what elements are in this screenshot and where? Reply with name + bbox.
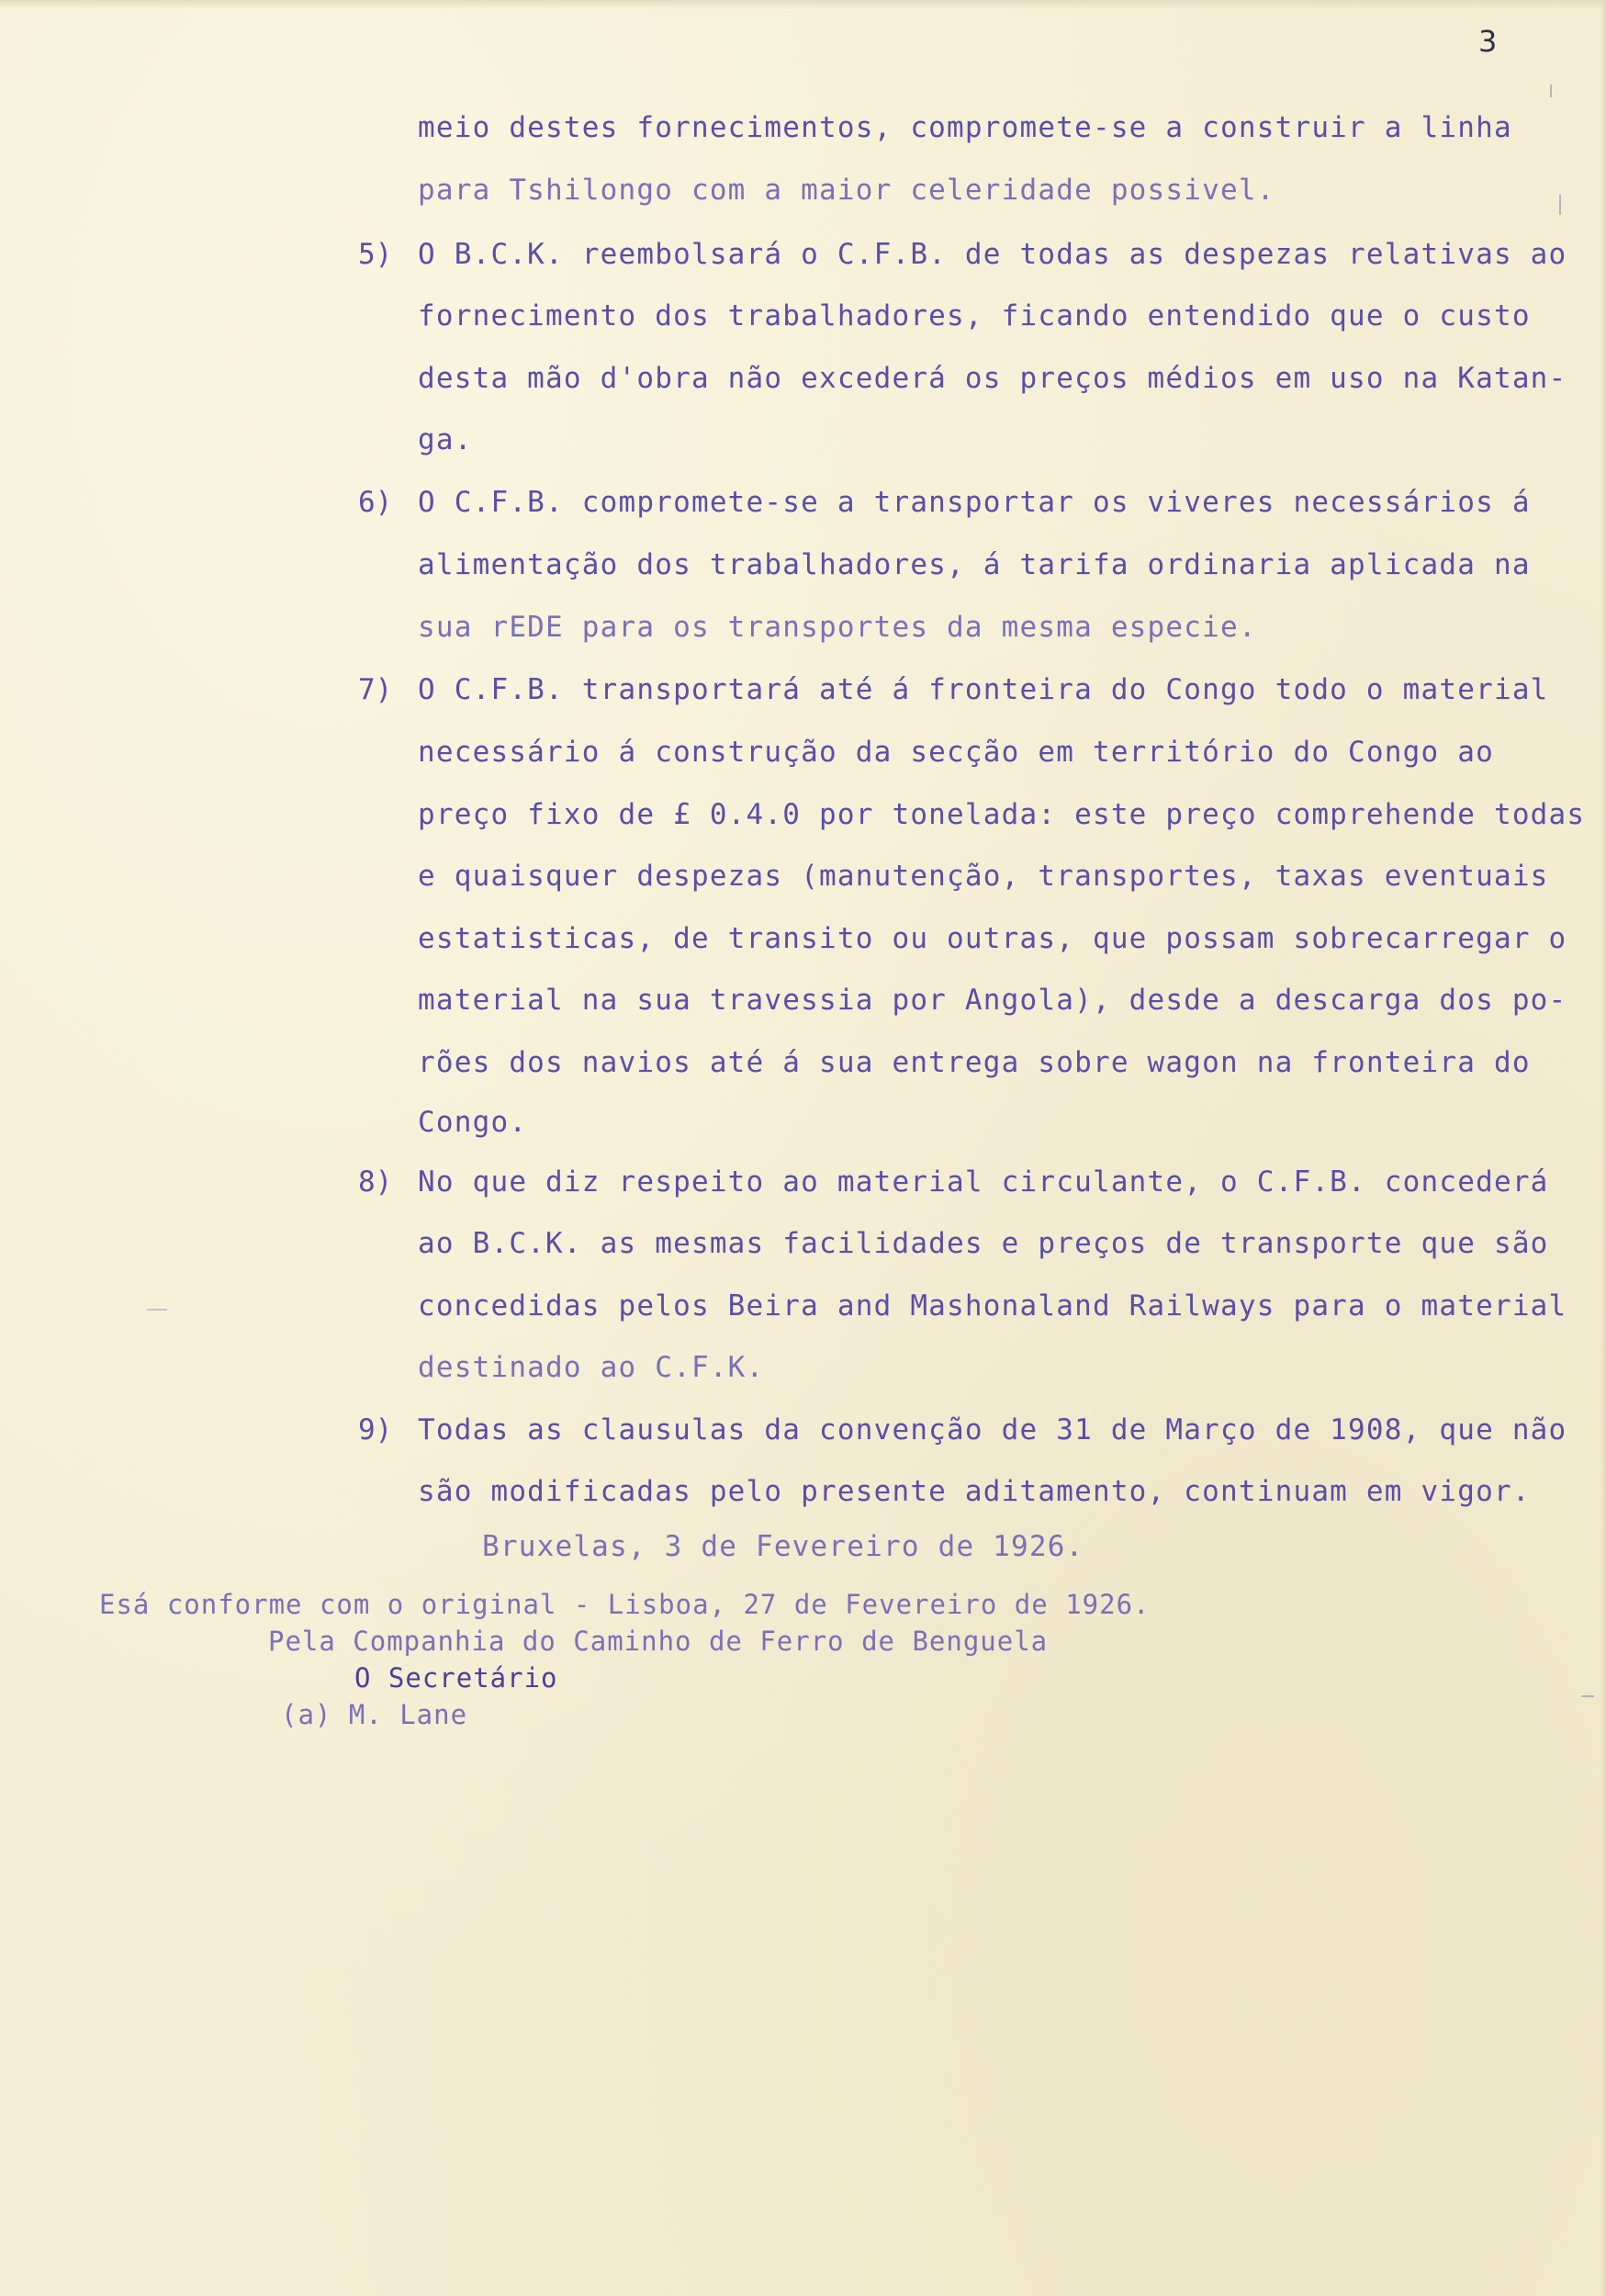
text-line: ga. — [418, 423, 473, 456]
text-line: fornecimento dos trabalhadores, ficando entendido que o custo — [418, 299, 1531, 332]
text-line: O B.C.K. reembolsará o C.F.B. de todas as despezas relativas ao — [418, 238, 1567, 271]
text-line: sua rEDE para os transportes da mesma especie. — [418, 611, 1257, 644]
text-line: estatisticas, de transito ou outras, que possam sobrecarregar o — [418, 922, 1567, 955]
secretary-title: O Secretário — [354, 1662, 558, 1694]
signature-line: (a) M. Lane — [281, 1699, 468, 1730]
page-number: 3 — [1478, 24, 1498, 59]
text-line: desta mão d'obra não excederá os preços médios em uso na Katan- — [418, 362, 1567, 395]
margin-mark — [1559, 195, 1561, 215]
company-line: Pela Companhia do Caminho de Ferro de Benguela — [268, 1626, 1049, 1657]
text-line: ao B.C.K. as mesmas facilidades e preços de transporte que são — [418, 1227, 1549, 1260]
text-line: rões dos navios até á sua entrega sobre wagon na fronteira do — [418, 1046, 1531, 1079]
text-line: No que diz respeito ao material circulante, o C.F.B. concederá — [418, 1165, 1549, 1199]
text-line: preço fixo de £ 0.4.0 por tonelada: este preço comprehende todas — [418, 798, 1586, 831]
text-line: O C.F.B. compromete-se a transportar os viveres necessários á — [418, 486, 1531, 519]
text-line: meio destes fornecimentos, compromete-se a construir a linha — [418, 111, 1512, 144]
margin-mark — [147, 1309, 167, 1311]
certification-line: Esá conforme com o original - Lisboa, 27 de Fevereiro de 1926. — [99, 1589, 1151, 1620]
text-line: Todas as clausulas da convenção de 31 de Março de 1908, que não — [418, 1413, 1567, 1446]
text-line: Congo. — [418, 1106, 528, 1139]
text-line: alimentação dos trabalhadores, á tarifa ordinaria aplicada na — [418, 548, 1531, 581]
text-line: material na sua travessia por Angola), desde a descarga dos po- — [418, 984, 1567, 1017]
clause-number: 5) — [358, 238, 393, 271]
date-line: Bruxelas, 3 de Fevereiro de 1926. — [482, 1530, 1084, 1563]
clause-number: 9) — [358, 1413, 393, 1446]
page-edge-shadow — [1600, 0, 1606, 2296]
text-line: e quaisquer despezas (manutenção, transportes, taxas eventuais — [418, 860, 1549, 893]
margin-mark — [1581, 1695, 1594, 1697]
clause-number: 8) — [358, 1165, 393, 1199]
text-line: O C.F.B. transportará até á fronteira do Congo todo o material — [418, 673, 1549, 706]
text-line: necessário á construção da secção em território do Congo ao — [418, 736, 1494, 769]
page-edge-shadow — [0, 0, 1606, 9]
text-line: são modificadas pelo presente aditamento, continuam em vigor. — [418, 1475, 1531, 1508]
clause-number: 6) — [358, 486, 393, 519]
margin-mark — [1550, 84, 1552, 97]
text-line: concedidas pelos Beira and Mashonaland Railways para o material — [418, 1289, 1567, 1322]
text-line: para Tshilongo com a maior celeridade possivel. — [418, 174, 1275, 207]
clause-number: 7) — [358, 673, 393, 706]
text-line: destinado ao C.F.K. — [418, 1351, 765, 1384]
